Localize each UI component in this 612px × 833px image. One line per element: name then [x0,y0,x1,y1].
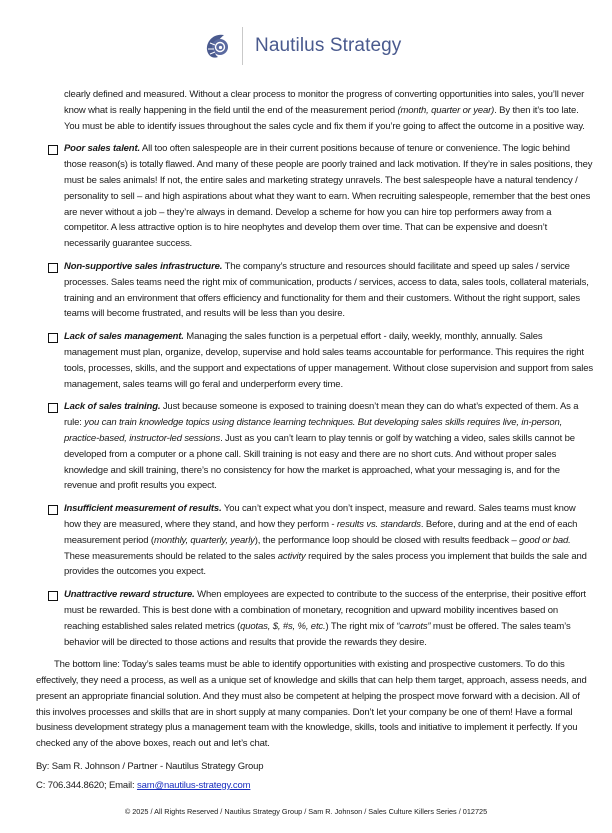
body-text: required by the sales process you implement that builds the sale and provides the outcomes you expect. [64,550,587,578]
item-title: Unattractive reward structure. [64,589,195,601]
item-title: Poor sales talent. [64,143,140,155]
italic-text: results vs. standards [336,518,421,530]
italic-text: (month, quarter or year) [397,104,495,116]
body-text: must be offered. The sales team’s behavior will be directed to those actions and results that provide the rewards they desire. [64,620,571,648]
item-title: Lack of sales management. [64,331,184,343]
body-text: Managing the sales function is a perpetual effort - daily, weekly, monthly, annually. Sales management must plan, organize, develop, supervise and hold sales teams accountable for performance. This requires the right tools, processes, skills, and the support and expectations of upper management. Without close supervision and support from sales management, sales teams will go feral and underperform every time. [64,331,593,390]
checklist-item [64,329,594,392]
body-text: The company’s structure and resources should facilitate and speed up sales / service processes. Sales teams need the right mix of communication, products / services, access to data, sales tools, collateral materials, training and an environment that offers efficiency and functionality for them and their customers. Without the right support, sales teams will become frustrated, and results will be less than you desire. [64,260,589,320]
italic-text: you can train knowledge topics using distance learning techniques. But developing sales skills requires live, in-person, practice-based, instructor-led sessions [64,417,563,444]
header-logo [202,22,401,70]
nautilus-shell-icon [202,31,232,61]
body-text: These measurements should be related to the sales [64,550,278,562]
email-link[interactable]: sam@nautilus-strategy.com [136,779,251,791]
byline: By: Sam R. Johnson / Partner - Nautilus Strategy Group [36,761,264,773]
body-text: clearly defined and measured. Without a clear process to monitor the progress of converting opportunities into sales, you’ll never know what is really happening in the field until the end of the measurement period [64,89,585,116]
copyright-footer: © 2025 / All Rights Reserved / Nautilus Strategy Group / Sam R. Johnson / Sales Culture Killers Series / 012725 [124,806,488,816]
body-text: Just because someone is exposed to training doesn’t mean they can do what’s expected of them. As a rule: [64,401,579,429]
italic-text: quotas, $, #s, %, etc. [240,620,326,632]
checkbox[interactable] [48,505,58,515]
italic-text: monthly, quarterly, yearly [153,534,255,546]
intro-paragraph [64,87,594,134]
checklist-item [64,141,594,252]
bottom-line-paragraph: The bottom line: Today’s sales teams must be able to identify opportunities with existing and prospective customers. To do this effectively, they need a process, as well as a unique set of knowledge and skills that can help them target, approach, assess needs, and present an appropriate financial solution. And they must also be competent at helping the prospect move forward with a decision. All of this involves processes and skills that are in short supply at many companies. Don’t let your company be one of them! Have a formal business development strategy plus a management team with the knowledge, skills, tools and initiative to implement it perfectly. If you checked any of the above boxes, reach out and let’s chat. [36,659,587,750]
body-text: ), the performance loop should be closed with results feedback – [254,534,520,546]
checklist-item [64,587,594,650]
item-title: Lack of sales training. [64,401,161,413]
brand-name: Nautilus Strategy [255,35,402,56]
body-text: . Just as you can’t learn to play tennis or golf by watching a video, sales skills cannot be developed from a computer or a phone call. Skill training is not easy and there are no short cuts. And without proper sales knowledge and skill training, there’s no consistency for how the market is approached, what your messaging is, and for the revenue and profit results you expect. [64,432,575,492]
checkbox[interactable] [48,333,58,343]
body-text: All too often salespeople are in their current positions because of tenure or convenience. The logic behind those reason(s) is totally flawed. And many of these people are poorly trained and lack motivation. If they’re in sales positions, they must be sales animals! If not, the entire sales and marketing strategy unravels. The best salespeople have a natural tendency / personality to sell – and high aspirations about what they want to earn. When recruiting salespeople, remember that the best ones are never without a job – they’re always in demand. Develop a scheme for how you can hire top performers away from a competitor. A less attractive option is to hire neophytes and develop them over time. That can be expensive and doesn’t necessarily guarantee success. [64,143,593,250]
checklist-item [64,259,594,322]
item-title: Non-supportive sales infrastructure. [64,260,223,272]
italic-text: good or bad. [519,534,571,546]
body-text: ) The right mix of [325,620,397,632]
body-text: . By then it’s too late. You must be able to identify issues throughout the sales cycle and fix them if you’re going to affect the outcome in a positive way. [64,104,585,132]
contact-phone: C: 706.344.8620; Email: [36,779,137,791]
checkbox[interactable] [48,591,58,601]
logo-divider [242,27,243,65]
body-text: . Before, during and at the end of each measurement period ( [64,518,578,546]
checklist-item [64,399,594,494]
italic-text: activity [277,550,306,562]
checkbox[interactable] [48,145,58,155]
checkbox[interactable] [48,263,58,273]
body-text: You can’t expect what you don’t inspect, measure and reward. Sales teams must know how they are measured, where they stand, and how they perform - [64,503,576,530]
contact-line [36,778,596,794]
item-title: Insufficient measurement of results. [64,503,222,515]
italic-text: “carrots” [396,620,431,632]
body-text: When employees are expected to contribute to the success of the enterprise, their positive effort must be rewarded. This is best done with a combination of monetary, recognition and upward mobility incentives based on reaching established sales related metrics ( [64,589,586,632]
checkbox[interactable] [48,403,58,413]
checklist-item [64,501,594,580]
